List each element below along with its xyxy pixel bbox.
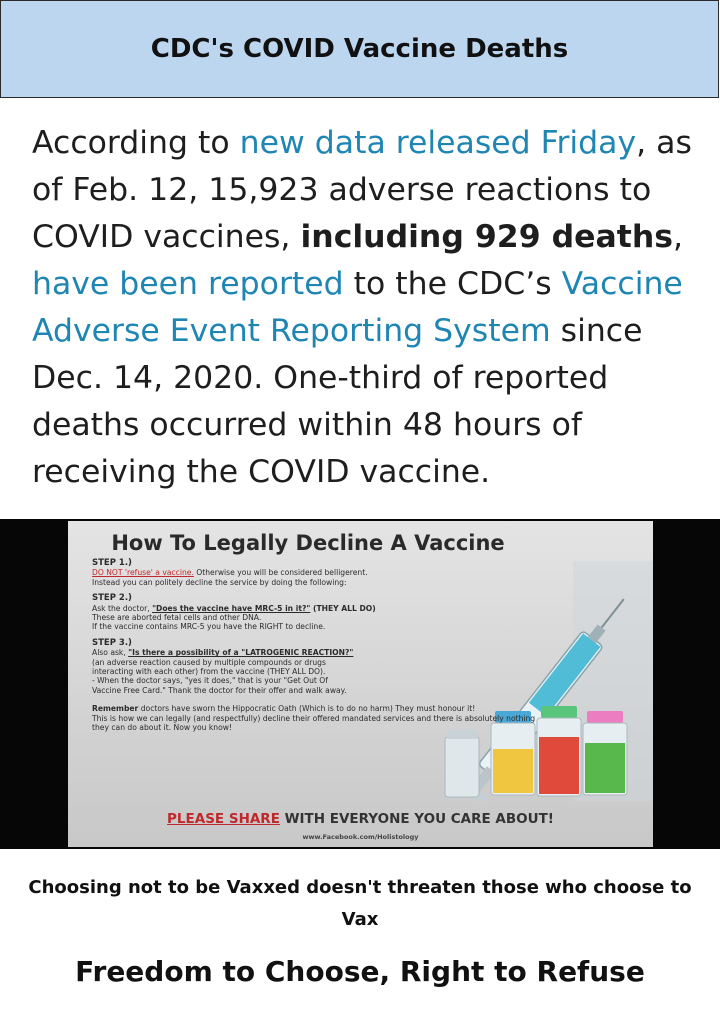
poster-url: www.Facebook.com/Holistology	[302, 833, 419, 841]
please-share: PLEASE SHARE	[167, 811, 280, 827]
text-segment: since Dec. 14, 2020. One-third of reported deaths occurred within 48 hours of receiving the COVID vaccine.	[32, 313, 643, 490]
step-heading: STEP 1.)	[92, 558, 132, 568]
step-line: (an adverse reaction caused by multiple compounds or drugs	[92, 657, 326, 667]
title-banner	[0, 0, 719, 98]
step-text: Ask the doctor,	[92, 603, 153, 613]
poster-title: How To Legally Decline A Vaccine	[111, 531, 505, 555]
step-line: interacting with each other) from the vaccine (THEY ALL DO).	[92, 667, 326, 677]
text-segment: to the CDC’s	[343, 266, 562, 302]
text-segment: ,	[673, 219, 684, 255]
step-line: - When the doctor says, "yes it does," that is your "Get Out Of	[92, 676, 328, 686]
poster-image-frame	[0, 519, 720, 849]
step-line	[92, 568, 552, 577]
caption-slogan: Freedom to Choose, Right to Refuse	[75, 955, 645, 988]
step-text: doctors have sworn the Hippocratic Oath (Which is to do no harm) They must honour it!	[138, 704, 476, 714]
vaers-link[interactable]: Vaccine Adverse Event Reporting System	[32, 266, 683, 349]
step-line: Vaccine Free Card." Thank the doctor for their offer and walk away.	[92, 685, 347, 695]
step-line: If the vaccine contains MRC-5 you have the RIGHT to decline.	[92, 622, 326, 632]
step-line	[92, 604, 552, 613]
step-text: Otherwise you will be considered belligerent.	[193, 568, 368, 578]
share-rest: WITH EVERYONE YOU CARE ABOUT!	[279, 811, 554, 827]
text-segment: , as of Feb. 12, 15,923 adverse reactions to COVID vaccines,	[32, 125, 692, 255]
step-line: they can do about it. Now you know!	[92, 723, 232, 733]
page-title: CDC's COVID Vaccine Deaths	[150, 34, 569, 64]
new-data-link[interactable]: new data released Friday	[239, 125, 637, 161]
step-question: "Does the vaccine have MRC-5 in it?"	[152, 603, 311, 613]
step-text: (THEY ALL DO)	[310, 603, 376, 613]
step-line	[92, 648, 552, 657]
step-question: "Is there a possibility of a "LATROGENIC REACTION?"	[128, 648, 354, 658]
poster-steps	[92, 559, 552, 733]
poster-share-line	[68, 811, 653, 827]
poster-image	[68, 521, 653, 847]
caption-statement: Choosing not to be Vaxxed doesn't threaten those who choose to Vax	[28, 877, 692, 930]
step-heading: STEP 3.)	[92, 637, 132, 648]
step-line: These are aborted fetal cells and other DNA.	[92, 613, 262, 623]
step-warning: DO NOT 'refuse' a vaccine.	[92, 568, 194, 578]
step-line: This is how we can legally (and respectfully) decline their offered mandated services and there is absolutely nothing	[92, 713, 536, 723]
step-text: Also ask,	[92, 648, 129, 658]
reported-link[interactable]: have been reported	[32, 266, 344, 302]
step-line	[92, 704, 552, 713]
article-paragraph	[32, 120, 692, 496]
step-line: Instead you can politely decline the service by doing the following:	[92, 577, 347, 587]
step-heading: STEP 2.)	[92, 593, 132, 604]
text-segment: According to	[32, 125, 240, 161]
deaths-highlight: including 929 deaths	[300, 219, 673, 255]
remember-label: Remember	[92, 704, 139, 714]
